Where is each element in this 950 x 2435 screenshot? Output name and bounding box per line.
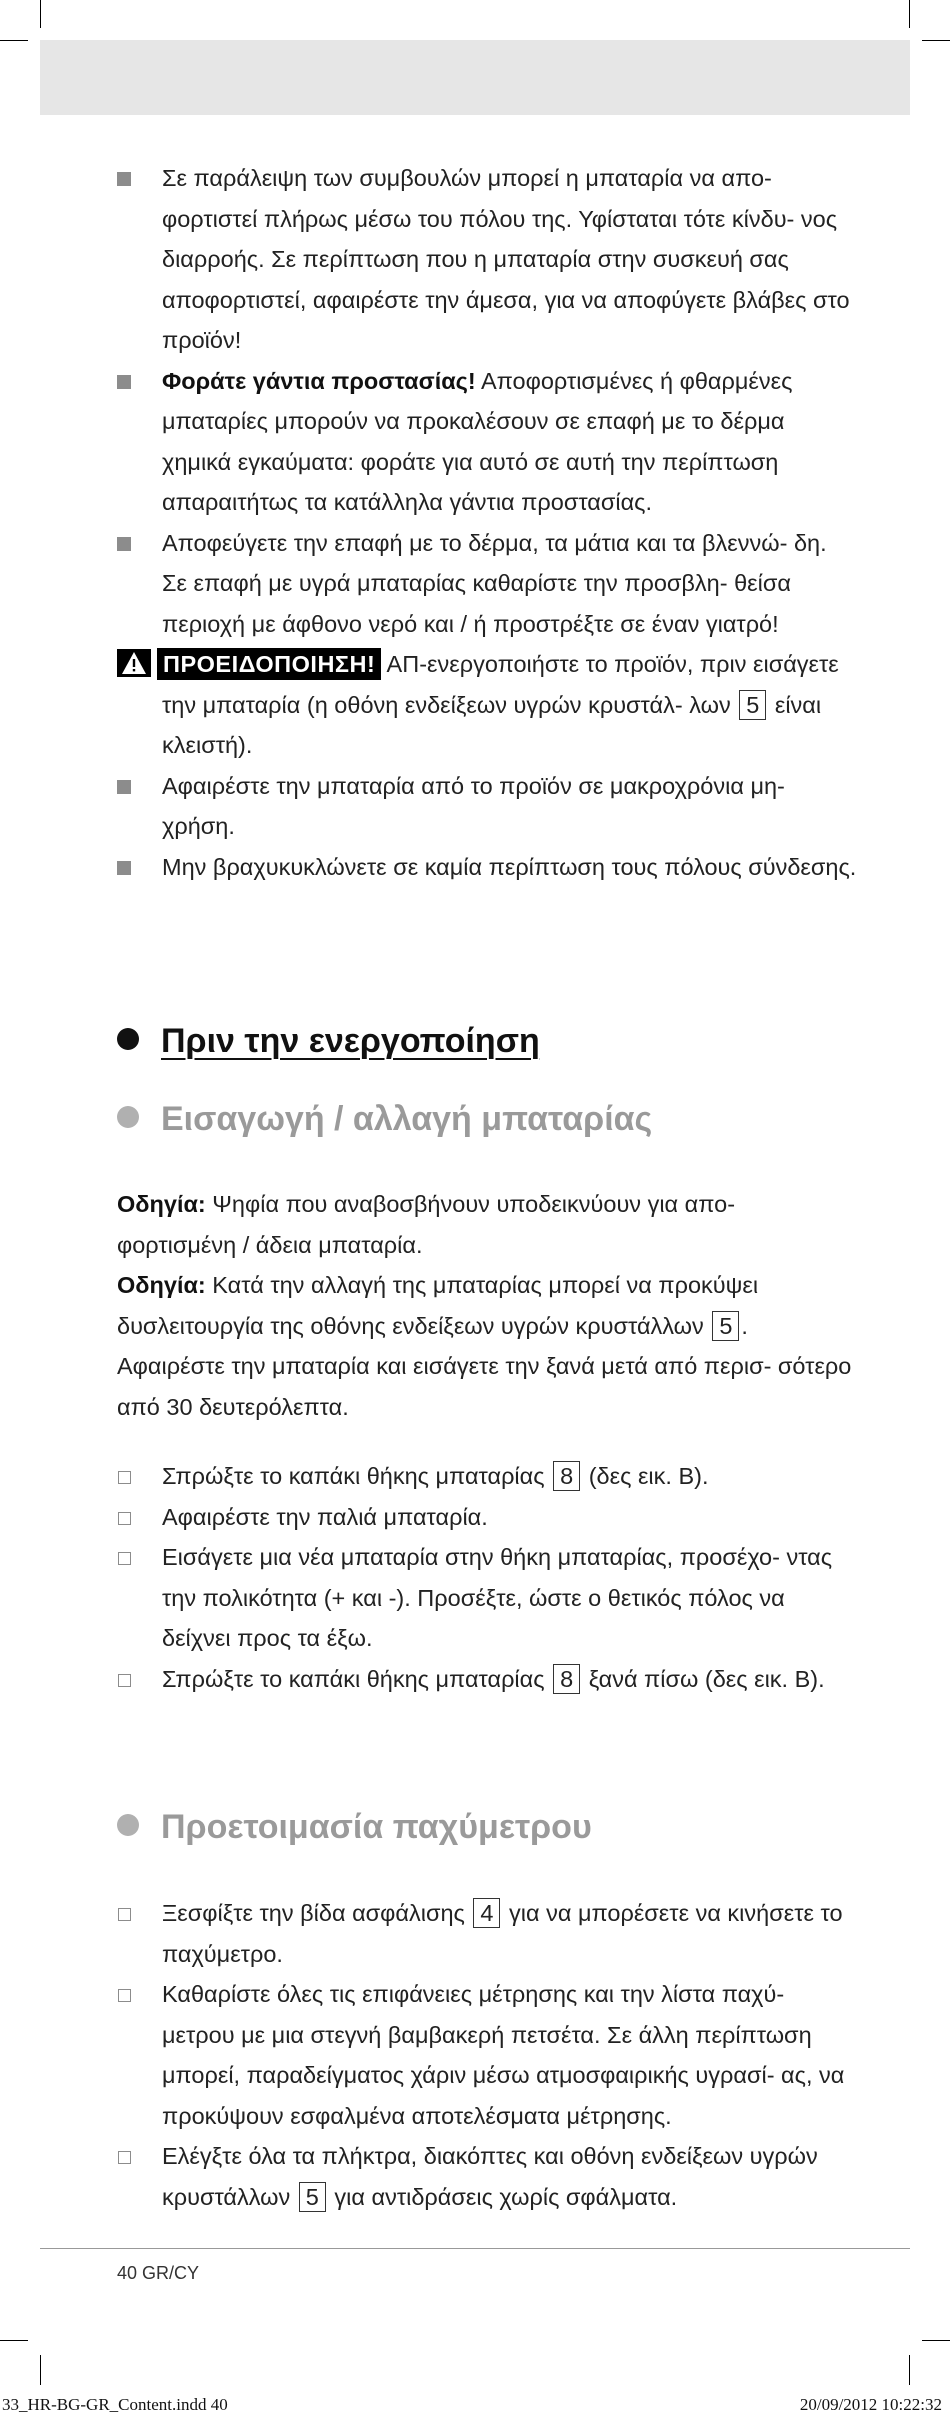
list-item [117,766,857,847]
battery-steps [117,1456,857,1699]
heading-bullet-icon [117,1106,139,1128]
page-header-bar [40,40,910,115]
crop-mark [922,2340,950,2341]
warning-item [117,644,857,766]
warning-text: ΑΠ-ενεργοποιήστε το προϊόν, πριν εισάγετε την μπαταρία (η οθόνη ενδείξεων υγρών κρυστάλ- λων [162,651,839,718]
checkbox-bullet-icon [118,1908,131,1921]
crop-mark [909,0,910,28]
bullet-text: Αποφεύγετε την επαφή με το δέρμα, τα μάτια και τα βλεννώ- δη. Σε επαφή με υγρά μπαταρίας καθαρίστε την προσβλη- θείσα περιοχή με άφθονο νερό και / ή προστρέξτε σε έναν γιατρό! [162,529,827,637]
list-item: Καθαρίστε όλες τις επιφάνειες μέτρησης και την λίστα παχύ- μετρου με μια στεγνή βαμβακερή πετσέτα. Σε άλλη περίπτωση μπορεί, παραδείγματος χάριν μέσω ατμοσφαιρικής υγρασί- ας, να προκύψουν εσφαλμένα αποτελέσματα μέτρησης. [117,1974,857,2136]
part-reference: 4 [473,1898,500,1928]
note: Οδηγία: Κατά την αλλαγή της μπαταρίας μπορεί να προκύψει δυσλειτουργία της οθόνης ενδείξεων υγρών κρυστάλλων 5 . Αφαιρέστε την μπαταρία και εισάγετε την ξανά μετά από περισ- σότερο από 30 δευτερόλεπτα. [117,1272,852,1420]
part-reference: 8 [553,1461,580,1491]
list-item: Εισάγετε μια νέα μπαταρία στην θήκη μπαταρίας, προσέχο- ντας την πολικότητα (+ και -). Προσέξτε, ώστε ο θετικός πόλος να δείχνει προς τα έξω. [117,1537,857,1659]
part-reference: 8 [553,1664,580,1694]
part-reference: 5 [712,1311,739,1341]
crop-mark [922,40,950,41]
square-bullet-icon [117,537,131,551]
list-item: Αφαιρέστε την παλιά μπαταρία. [117,1497,857,1538]
list-item [117,158,857,361]
safety-section [117,158,857,887]
list-item [117,847,857,888]
list-item: Σπρώξτε το καπάκι θήκης μπαταρίας 8 (δες εικ. B). [117,1456,857,1497]
square-bullet-icon [117,375,131,389]
notes-block [117,1184,857,1427]
crop-mark [909,2355,910,2385]
print-slug-file: 33_HR-BG-GR_Content.indd 40 [2,2395,228,2414]
part-reference: 5 [739,690,766,720]
heading-bullet-icon [117,1814,139,1836]
crop-mark [40,2355,41,2385]
bullet-text: Αποφορτισμένες ή φθαρμένες μπαταρίες μπορούν να προκαλέσουν σε επαφή με το δέρμα χημικά εγκαύματα: φοράτε για αυτό σε αυτή την περίπτωση απαραιτήτως τα κατάλληλα γάντια προστασίας. [162,367,793,515]
section-heading-main: Πριν την ενεργοποίηση [117,1022,540,1061]
checkbox-bullet-icon [118,1552,131,1565]
crop-mark [0,2340,28,2341]
prep-steps [117,1893,857,2217]
note: Οδηγία: Ψηφία που αναβοσβήνουν υποδεικνύουν για απο- φορτισμένη / άδεια μπαταρία. [117,1191,736,1258]
checkbox-bullet-icon [118,1512,131,1525]
list-item: Ξεσφίξτε την βίδα ασφάλισης 4 για να μπορέσετε να κινήσετε το παχύμετρο. [117,1893,857,1974]
square-bullet-icon [117,861,131,875]
square-bullet-icon [117,780,131,794]
bullet-text: Μην βραχυκυκλώνετε σε καμία περίπτωση τους πόλους σύνδεσης. [162,853,857,880]
warning-label: ΠΡΟΕΙΔΟΠΟΙΗΣΗ! [157,648,381,680]
checkbox-bullet-icon [118,1989,131,2002]
checkbox-bullet-icon [118,1471,131,1484]
crop-mark [0,40,28,41]
checkbox-bullet-icon [118,2151,131,2164]
bullet-bold-lead: Φοράτε γάντια προστασίας! [162,367,476,394]
bullet-text: Αφαιρέστε την μπαταρία από το προϊόν σε μακροχρόνια μη-χρήση. [162,772,785,839]
warning-text-tail: είναι κλειστή). [162,691,822,758]
crop-mark [40,0,41,28]
bullet-text: Σε παράλειψη των συμβουλών μπορεί η μπαταρία να απο- φορτιστεί πλήρως μέσω του πόλου της. Υφίσταται τότε κίνδυ- νος διαρροής. Σε περίπτωση που η μπαταρία στην συσκευή σας αποφορτιστεί, αφαιρέστε την άμεσα, για να αποφύγετε βλάβες στο προϊόν! [162,165,850,353]
list-item: Ελέγξτε όλα τα πλήκτρα, διακόπτες και οθόνη ενδείξεων υγρών κρυστάλλων 5 για αντιδράσεις χωρίς σφάλματα. [117,2136,857,2217]
warning-triangle-icon [117,649,151,677]
list-item [117,523,857,645]
page-number: 40 GR/CY [117,2263,200,2283]
list-item: Σπρώξτε το καπάκι θήκης μπαταρίας 8 ξανά πίσω (δες εικ. B). [117,1659,857,1700]
print-slug-timestamp: 20/09/2012 10:22:32 [799,2395,942,2414]
list-item [117,361,857,523]
checkbox-bullet-icon [118,1674,131,1687]
footer-rule [40,2248,910,2249]
part-reference: 5 [299,2182,326,2212]
heading-bullet-icon [117,1028,139,1050]
square-bullet-icon [117,172,131,186]
section-heading-battery: Εισαγωγή / αλλαγή μπαταρίας [117,1100,652,1139]
section-heading-prep: Προετοιμασία παχύμετρου [117,1808,592,1847]
